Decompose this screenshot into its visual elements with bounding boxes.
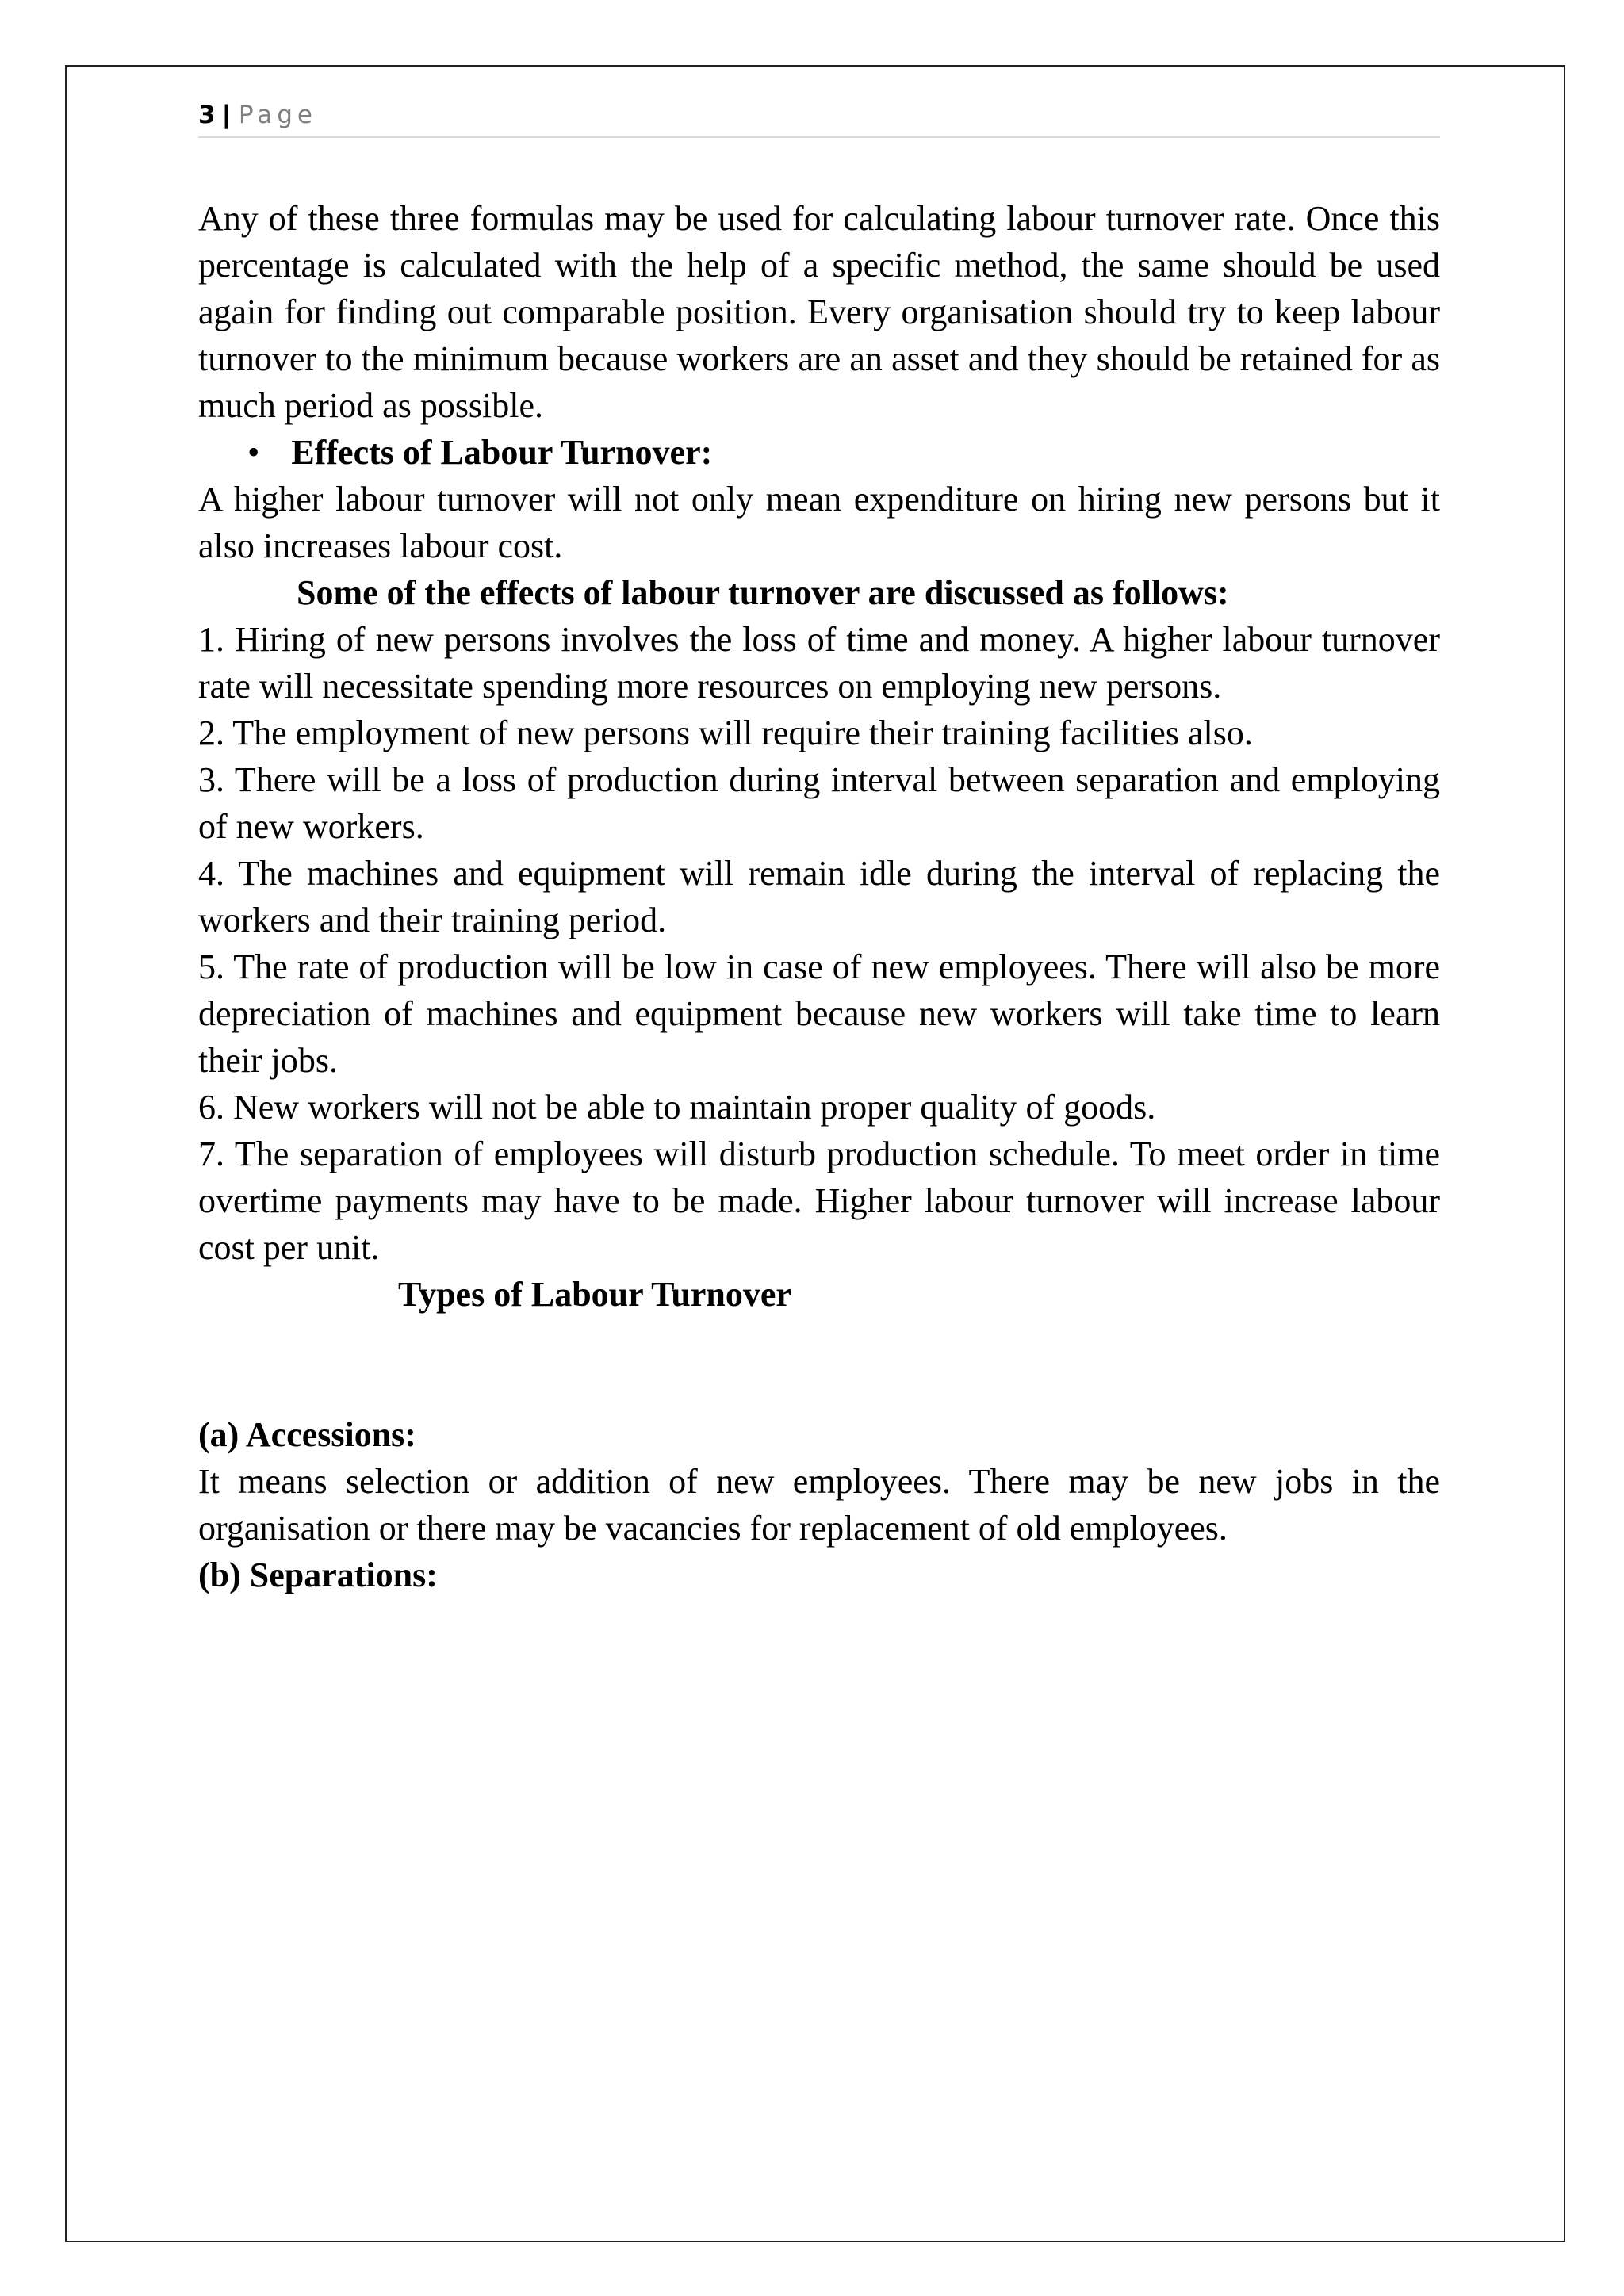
effects-subheading: Some of the effects of labour turnover are discussed as follows: bbox=[297, 573, 1229, 612]
page-number: 3 bbox=[198, 101, 216, 129]
effects-item-7: 7. The separation of employees will disturb production schedule. To meet order in time overtime payments may have to be made. Higher labour turnover will increase labour cost per unit. bbox=[198, 1135, 1440, 1267]
bullet-icon: • bbox=[247, 433, 260, 472]
separations-heading: (b) Separations: bbox=[198, 1556, 438, 1594]
effects-item-6: 6. New workers will not be able to maintain proper quality of goods. bbox=[198, 1088, 1156, 1127]
effects-heading-text: Effects of Labour Turnover: bbox=[291, 433, 713, 472]
intro-paragraph: Any of these three formulas may be used for calculating labour turnover rate. Once this percentage is calculated with the help of a specific method, the same should be used again for finding out comparable position. Every organisation should try to keep labour turnover to the minimum because workers are an asset and they should be retained for as much period as possible. bbox=[198, 199, 1440, 425]
header-separator: | bbox=[221, 101, 231, 129]
effects-item-2: 2. The employment of new persons will require their training facilities also. bbox=[198, 714, 1253, 752]
types-heading: Types of Labour Turnover bbox=[398, 1275, 791, 1314]
section-spacer bbox=[198, 1318, 1440, 1411]
page-header bbox=[198, 98, 1440, 138]
effects-intro-paragraph: A higher labour turnover will not only mean expenditure on hiring new persons but it also increases labour cost. bbox=[198, 480, 1440, 565]
effects-item-4: 4. The machines and equipment will remain idle during the interval of replacing the workers and their training period. bbox=[198, 854, 1440, 939]
effects-item-5: 5. The rate of production will be low in case of new employees. There will also be more depreciation of machines and equipment because new workers will take time to learn their jobs. bbox=[198, 947, 1440, 1080]
page-label: Page bbox=[238, 101, 317, 129]
accessions-paragraph: It means selection or addition of new employees. There may be new jobs in the organisation or there may be vacancies for replacement of old employees. bbox=[198, 1462, 1440, 1548]
effects-item-3: 3. There will be a loss of production during interval between separation and employing of new workers. bbox=[198, 760, 1440, 846]
document-body bbox=[198, 195, 1440, 1598]
accessions-heading: (a) Accessions: bbox=[198, 1415, 416, 1454]
effects-heading bbox=[198, 429, 1440, 476]
effects-item-1: 1. Hiring of new persons involves the loss of time and money. A higher labour turnover rate will necessitate spending more resources on employing new persons. bbox=[198, 620, 1440, 706]
